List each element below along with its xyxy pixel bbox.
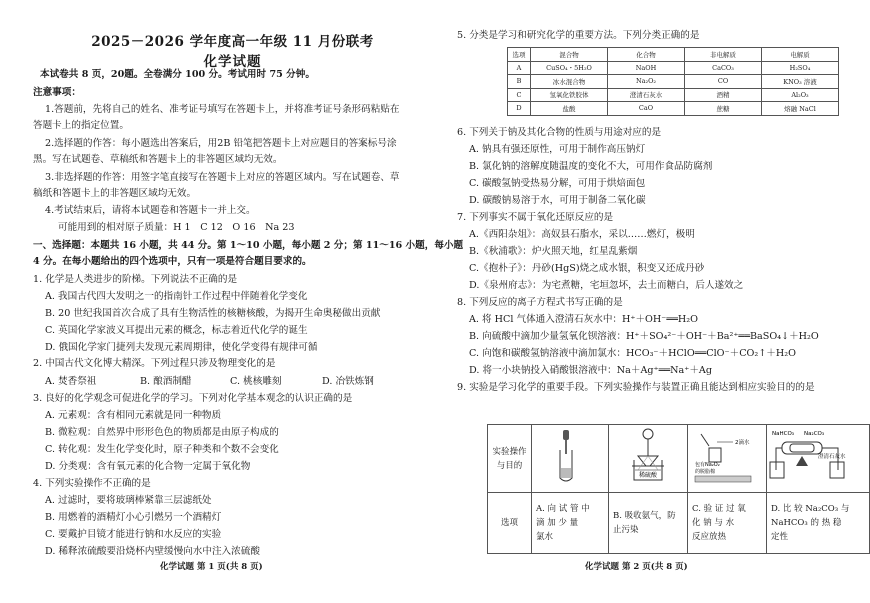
experiment-image-row xyxy=(488,425,870,493)
notice-line: 黑。写在试题卷、草稿纸和答题卡上的非答题区域均无效。 xyxy=(33,154,283,165)
table-header: 电解质 xyxy=(762,48,839,62)
option: C. 转化观：发生化学变化时，原子种类和个数不会变化 xyxy=(45,444,279,455)
question-stem: 9. 实验是学习化学的重要手段。下列实验操作与装置正确且能达到相应实验目的的是 xyxy=(457,382,815,393)
notice-line: 2.选择题的作答：每小题选出答案后，用2B 铅笔把答题卡上对应题目的答案标号涂 xyxy=(45,138,397,149)
option-line: NaHCO₃ 的 热 稳 xyxy=(771,518,842,528)
table-cell: Na₂O₂ xyxy=(608,75,685,89)
option: B. 氯化钠的溶解度随温度的变化不大，可用作食品防腐剂 xyxy=(469,161,713,172)
option: D. 分类观：含有氧元素的化合物一定属于氧化物 xyxy=(45,461,251,472)
row-heading-line: 实验操作 xyxy=(492,446,527,457)
notice-line: 1.答题前，先将自己的姓名、准考证号填写在答题卡上，并将准考证号条形码粘贴在 xyxy=(45,104,400,115)
option: A. 焚香祭祖 xyxy=(45,376,97,387)
option: C. 桃核雕刻 xyxy=(230,376,282,387)
experiment-option-c xyxy=(688,493,767,554)
option: B. 向硫酸中滴加少量氢氧化钡溶液：H⁺＋SO₄²⁻＋OH⁻＋Ba²⁺══BaSO₄↓＋H₂O xyxy=(469,331,819,342)
table-header: 混合物 xyxy=(531,48,608,62)
table-row xyxy=(508,61,839,75)
table-cell: C xyxy=(508,88,531,102)
classification-table xyxy=(507,47,839,116)
option-line: D. 比 较 Na₂CO₃ 与 xyxy=(771,504,850,514)
question-stem: 3. 良好的化学观念可促进化学的学习。下列对化学基本观念的认识正确的是 xyxy=(33,393,353,404)
exam-info: 本试卷共 8 页，20题。全卷满分 100 分。考试用时 75 分钟。 xyxy=(40,69,315,80)
table-header: 化合物 xyxy=(608,48,685,62)
apparatus-d-label: 澄清石灰水 xyxy=(818,454,846,460)
option: A. 我国古代四大发明之一的指南针工作过程中伴随着化学变化 xyxy=(45,291,308,302)
table-row xyxy=(508,102,839,116)
option: D.《泉州府志》：为宅煮糖，宅垣忽坏，去土而糖白，后人遂效之 xyxy=(469,280,744,291)
apparatus-d-label: NaHCO₃ xyxy=(772,431,794,437)
table-row xyxy=(508,75,839,89)
table-cell: 酒精 xyxy=(685,88,762,102)
option-line: A. 向 试 管 中 xyxy=(536,504,590,514)
table-cell: KNO₃ 溶液 xyxy=(762,75,839,89)
option-line: 氯水 xyxy=(536,532,554,542)
option: B.《秋浦歌》：炉火照天地，红星乱紫烟 xyxy=(469,246,638,257)
option: A. 将 HCl 气体通入澄清石灰水中：H⁺＋OH⁻══H₂O xyxy=(469,314,698,325)
question-stem: 1. 化学是人类进步的阶梯。下列说法不正确的是 xyxy=(33,274,238,285)
notice-line: 4.考试结束后，请将本试题卷和答题卡一并上交。 xyxy=(45,205,256,216)
atomic-mass-line: 可能用到的相对原子质量：H 1 C 12 O 16 Na 23 xyxy=(58,222,295,233)
question-stem: 7. 下列事实不属于氧化还原反应的是 xyxy=(457,212,614,223)
experiment-option-a xyxy=(532,493,609,554)
table-cell: CO xyxy=(685,75,762,89)
apparatus-a xyxy=(532,425,609,493)
apparatus-b xyxy=(609,425,688,493)
option-line: 滴 加 少 量 xyxy=(536,518,579,528)
table-cell: CaO xyxy=(608,102,685,116)
option-line: B. 吸收氨气，防 xyxy=(613,511,676,521)
table-cell: 氢氧化铁胶体 xyxy=(531,88,608,102)
option: A. 过滤时，要将玻璃棒紧靠三层滤纸处 xyxy=(45,495,212,506)
table-cell: 盐酸 xyxy=(531,102,608,116)
table-cell: D xyxy=(508,102,531,116)
table-cell: A xyxy=(508,61,531,75)
option: C.《抱朴子》：丹砂(HgS)烧之成水银，积变又还成丹砂 xyxy=(469,263,705,274)
apparatus-b-label: 稀硫酸 xyxy=(638,472,658,479)
subject-title: 化学试题 xyxy=(203,54,262,70)
section-heading: 4 分。在每小题给出的四个选项中，只有一项是符合题目要求的。 xyxy=(33,256,312,267)
table-header: 非电解质 xyxy=(685,48,762,62)
question-stem: 5. 分类是学习和研究化学的重要方法。下列分类正确的是 xyxy=(457,30,700,41)
option: C. 英国化学家波义耳提出元素的概念，标志着近代化学的诞生 xyxy=(45,325,308,336)
page-footer: 化学试题 第 2 页(共 8 页) xyxy=(585,562,688,572)
notice-line: 答题卡上的指定位置。 xyxy=(33,120,129,131)
row-heading-line: 与目的 xyxy=(496,460,523,471)
sodium-peroxide-setup-icon xyxy=(689,426,765,488)
option-line: 化 钠 与 水 xyxy=(692,518,735,528)
option: B. 20 世纪我国首次合成了具有生物活性的核糖核酸，为揭开生命奥秘做出贡献 xyxy=(45,308,381,319)
question-stem: 6. 下列关于钠及其化合物的性质与用途对应的是 xyxy=(457,127,662,138)
test-tube-dropper-icon xyxy=(533,426,607,488)
experiment-option-row xyxy=(488,493,870,554)
option: A. 元素观：含有相同元素就是同一种物质 xyxy=(45,410,222,421)
section-heading: 一、选择题：本题共 16 小题，共 44 分。第 1～10 小题，每小题 2 分；第 11～16 小题，每小题 xyxy=(33,240,464,251)
table-cell: B xyxy=(508,75,531,89)
apparatus-c xyxy=(688,425,767,493)
option: A.《西阳杂俎》：高奴县石脂水，采以……燃灯，极明 xyxy=(469,229,695,240)
table-cell: CuSO₄・5H₂O xyxy=(531,61,608,75)
table-cell: H₂SO₄ xyxy=(762,61,839,75)
option: B. 酿酒制醋 xyxy=(140,376,192,387)
option-line: 反应放热 xyxy=(692,532,727,542)
option-line: 止污染 xyxy=(613,525,639,535)
experiment-table xyxy=(487,424,870,554)
table-cell: NaOH xyxy=(608,61,685,75)
apparatus-c-label: 包有Na₂O₂ xyxy=(695,462,720,468)
option: C. 向饱和碳酸氢钠溶液中滴加氯水：HCO₃⁻＋HClO══ClO⁻＋CO₂↑＋H₂O xyxy=(469,348,796,359)
table-cell: 澄清石灰水 xyxy=(608,88,685,102)
apparatus-d xyxy=(767,425,870,493)
option: C. 要戴护目镜才能进行钠和水反应的实验 xyxy=(45,529,222,540)
exam-title: 2025－2026 学年度高一年级 11 月份联考 xyxy=(91,34,374,50)
row-heading xyxy=(488,425,532,493)
apparatus-c-label: 2滴水 xyxy=(735,440,750,446)
question-stem: 8. 下列反应的离子方程式书写正确的是 xyxy=(457,297,623,308)
apparatus-c-label: 的脱脂棉 xyxy=(695,469,716,475)
funnel-beaker-icon xyxy=(610,426,686,488)
question-stem: 2. 中国古代文化博大精深。下列过程只涉及物理变化的是 xyxy=(33,358,276,369)
option: D. 将一小块钠投入硝酸银溶液中：Na＋Ag⁺══Na⁺＋Ag xyxy=(469,365,712,376)
option: C. 碳酸氢钠受热易分解，可用于烘焙面包 xyxy=(469,178,646,189)
row-heading: 选项 xyxy=(488,493,532,554)
option: D. 冶铁炼钢 xyxy=(322,376,374,387)
thermal-stability-setup-icon xyxy=(768,426,868,488)
question-stem: 4. 下列实验操作不正确的是 xyxy=(33,478,151,489)
option-line: C. 验 证 过 氧 xyxy=(692,504,746,514)
table-cell: CaCO₃ xyxy=(685,61,762,75)
option: B. 微粒观：自然界中形形色色的物质都是由原子构成的 xyxy=(45,427,279,438)
notice-title: 注意事项： xyxy=(33,87,81,98)
option: D. 俄国化学家门捷列夫发现元素周期律，使化学变得有规律可循 xyxy=(45,342,318,353)
experiment-option-b xyxy=(609,493,688,554)
table-cell: 蔗糖 xyxy=(685,102,762,116)
option: D. 稀释浓硫酸要沿烧杯内壁缓慢向水中注入浓硫酸 xyxy=(45,546,260,557)
option-line: 定性 xyxy=(771,532,789,542)
table-cell: 熔融 NaCl xyxy=(762,102,839,116)
right-page xyxy=(435,0,870,603)
table-header-row xyxy=(508,48,839,62)
table-header: 选项 xyxy=(508,48,531,62)
page-footer: 化学试题 第 1 页(共 8 页) xyxy=(160,562,263,572)
apparatus-d-label: Na₂CO₃ xyxy=(804,431,825,437)
table-cell: 冰水混合物 xyxy=(531,75,608,89)
notice-line: 3.非选择题的作答：用签字笔直接写在答题卡上对应的答题区域内。写在试题卷、草 xyxy=(45,172,400,183)
table-cell: Al₂O₃ xyxy=(762,88,839,102)
option: A. 钠具有强还原性，可用于制作高压钠灯 xyxy=(469,144,646,155)
option: D. 碳酸钠易溶于水，可用于制备二氧化碳 xyxy=(469,195,646,206)
table-row xyxy=(508,88,839,102)
option: B. 用燃着的酒精灯小心引燃另一个酒精灯 xyxy=(45,512,222,523)
experiment-option-d xyxy=(767,493,870,554)
notice-line: 稿纸和答题卡上的非答题区域均无效。 xyxy=(33,188,197,199)
